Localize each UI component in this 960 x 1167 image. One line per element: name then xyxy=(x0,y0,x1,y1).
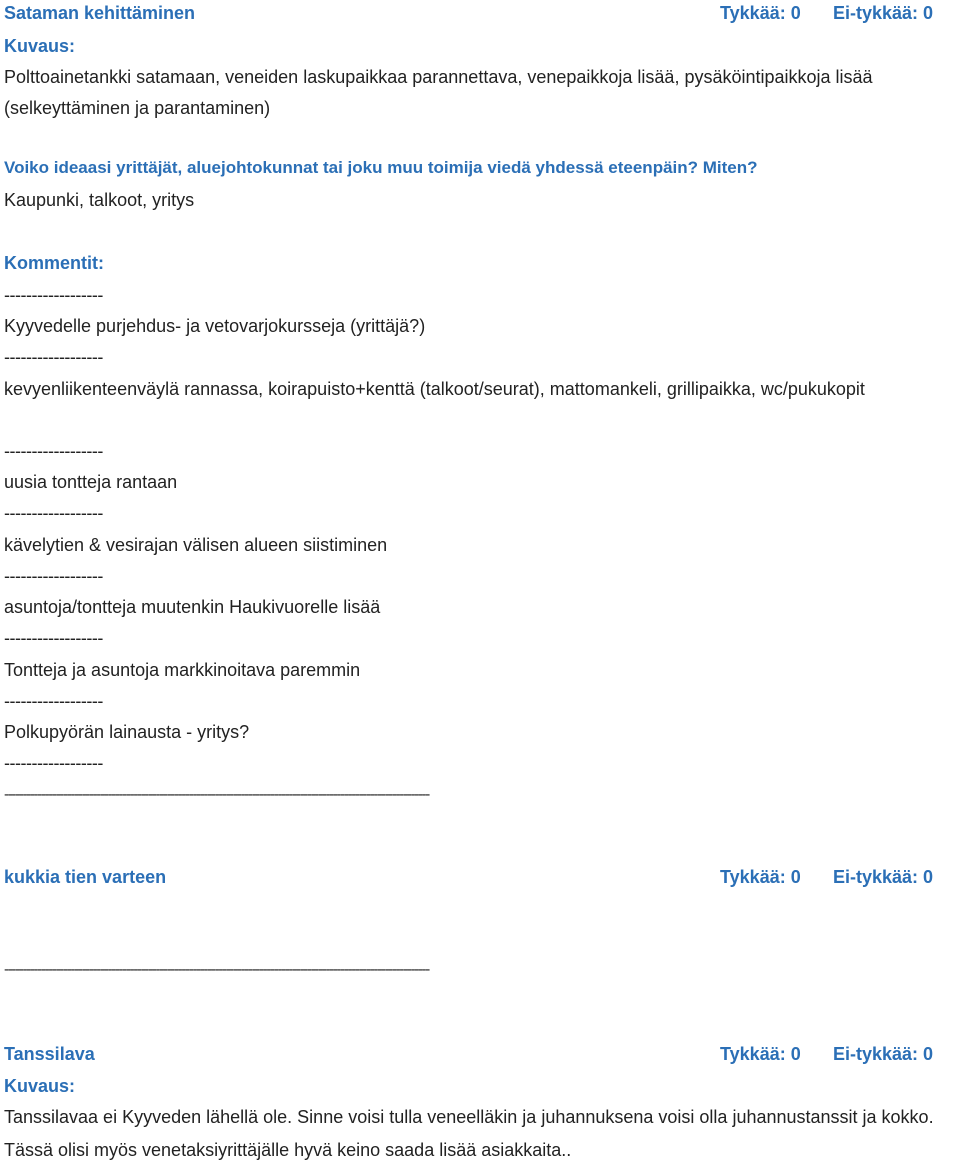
comment-separator: ------------------ xyxy=(4,628,103,648)
idea-title[interactable]: kukkia tien varteen xyxy=(4,867,167,887)
comment-separator: ------------------ xyxy=(4,347,103,367)
like-count[interactable]: Tykkää: 0 xyxy=(720,3,801,23)
comment-separator: ------------------ xyxy=(4,753,103,773)
dislike-count[interactable]: Ei-tykkää: 0 xyxy=(833,867,934,887)
item-divider: ------------------------------------------------------------------------------------------------------------------- xyxy=(4,961,429,978)
comment: Tontteja ja asuntoja markkinoitava paremmin xyxy=(4,660,361,680)
comment-separator: ------------------ xyxy=(4,503,103,523)
idea-title[interactable]: Sataman kehittäminen xyxy=(4,3,196,23)
comment-separator: ------------------ xyxy=(4,691,103,711)
like-count[interactable]: Tykkää: 0 xyxy=(720,867,801,887)
comment: Polkupyörän lainausta - yritys? xyxy=(4,722,250,742)
cooperation-answer: Kaupunki, talkoot, yritys xyxy=(4,190,195,210)
description-text: Tanssilavaa ei Kyyveden lähellä ole. Sinne voisi tulla veneelläkin ja juhannuksena voisi olla juhannustanssit ja kokko. Tässä olisi myös venetaksiyrittäjälle hyvä keino saada lisää asiakkaita.. xyxy=(4,1107,934,1160)
dislike-count[interactable]: Ei-tykkää: 0 xyxy=(833,3,934,23)
cooperation-question: Voiko ideaasi yrittäjät, aluejohtokunnat tai joku muu toimija viedä yhdessä eteenpäin? Miten? xyxy=(4,158,758,177)
description-label: Kuvaus: xyxy=(4,1076,76,1096)
comments-label: Kommentit: xyxy=(4,253,104,273)
comment: Kyyvedelle purjehdus- ja vetovarjokursseja (yrittäjä?) xyxy=(4,316,426,336)
comment: asuntoja/tontteja muutenkin Haukivuorelle lisää xyxy=(4,597,381,617)
dislike-count[interactable]: Ei-tykkää: 0 xyxy=(833,1044,934,1064)
like-count[interactable]: Tykkää: 0 xyxy=(720,1044,801,1064)
item-divider: ------------------------------------------------------------------------------------------------------------------- xyxy=(4,786,429,803)
description-text: Polttoainetankki satamaan, veneiden laskupaikkaa parannettava, venepaikkoja lisää, pysäköintipaikkoja lisää (selkeyttäminen ja parantaminen) xyxy=(4,67,873,118)
idea-title[interactable]: Tanssilava xyxy=(4,1044,95,1064)
comment-separator: ------------------ xyxy=(4,285,103,305)
comment: kävelytien & vesirajan välisen alueen siistiminen xyxy=(4,535,388,555)
comment-separator: ------------------ xyxy=(4,441,103,461)
comment: kevyenliikenteenväylä rannassa, koirapuisto+kenttä (talkoot/seurat), mattomankeli, grillipaikka, wc/pukukopit xyxy=(4,379,865,399)
comment-separator: ------------------ xyxy=(4,566,103,586)
description-label: Kuvaus: xyxy=(4,36,76,56)
comment: uusia tontteja rantaan xyxy=(4,472,178,492)
